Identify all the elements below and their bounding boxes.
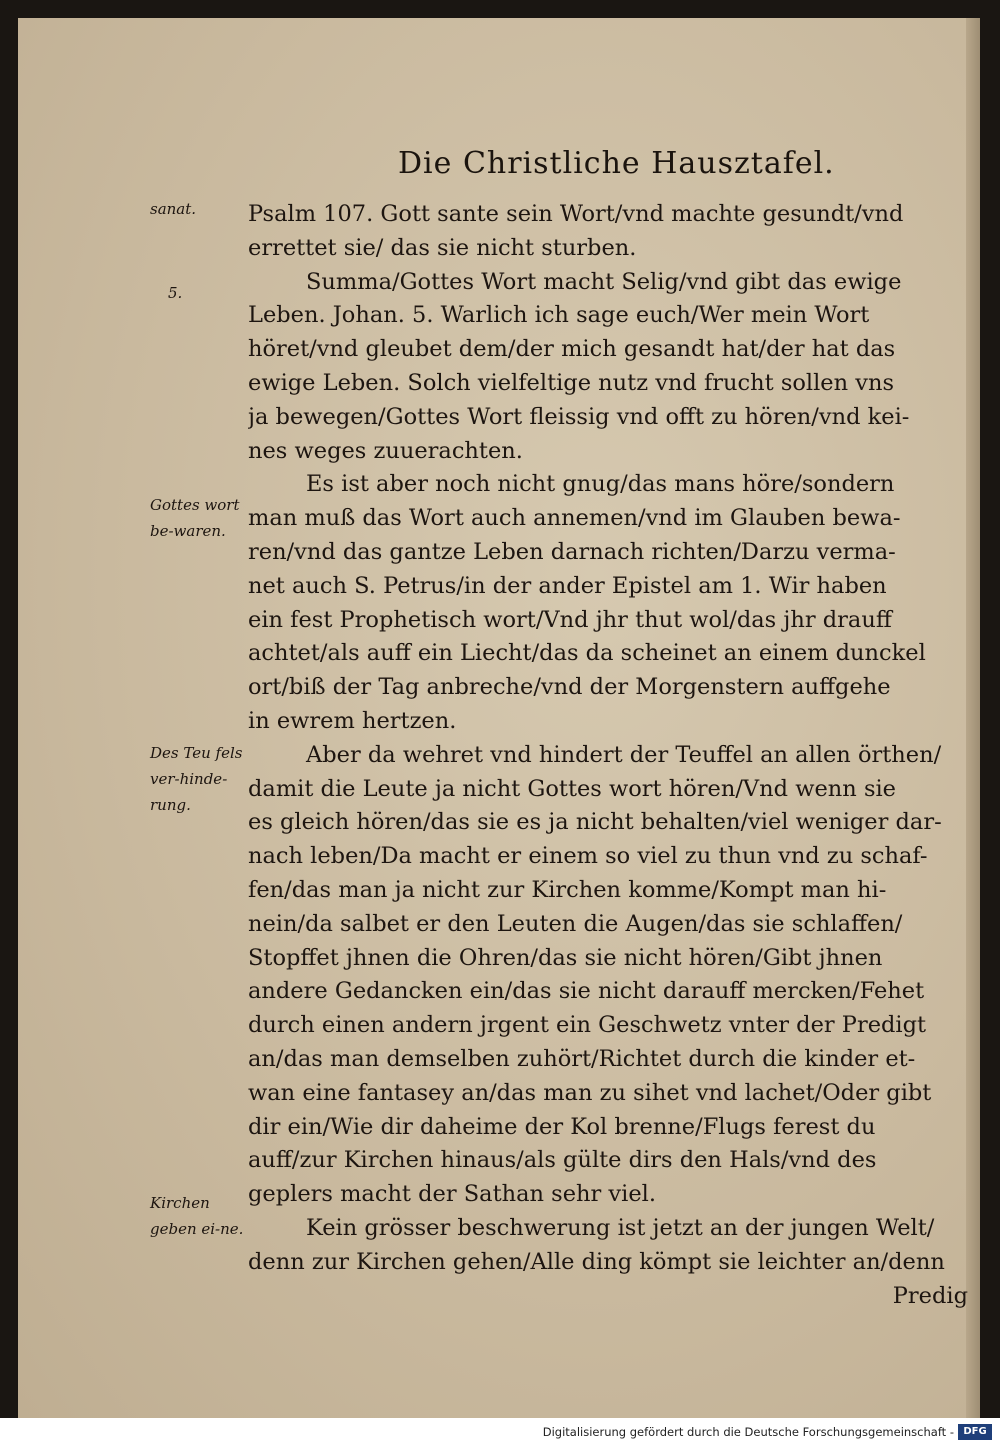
text-line: geplers macht der Sathan sehr viel. <box>248 1181 656 1208</box>
dfg-logo: DFG <box>958 1424 992 1440</box>
text-line: Kein grösser beschwerung ist jetzt an der jungen Welt/ <box>306 1214 935 1241</box>
text-line: durch einen andern jrgent ein Geschwetz vnter der Predigt <box>248 1012 927 1039</box>
text-line: damit die Leute ja nicht Gottes wort hören/Vnd wenn sie <box>248 775 896 802</box>
text-line: net auch S. Petrus/in der ander Epistel am 1. Wir haben <box>248 572 887 599</box>
text-line: Es ist aber noch nicht gnug/das mans höre/sondern <box>306 471 895 498</box>
text-line: andere Gedancken ein/das sie nicht darauff mercken/Fehet <box>248 978 925 1005</box>
text-line: Summa/Gottes Wort macht Selig/vnd gibt das ewige <box>306 268 902 295</box>
running-head: Die Christliche Hausztafel. <box>398 146 835 181</box>
text-line: es gleich hören/das sie es ja nicht behalten/viel weniger dar- <box>248 809 942 836</box>
margin-note: Des Teu fels ver-hinde-rung. <box>150 744 243 814</box>
text-line: nein/da salbet er den Leuten die Augen/das sie schlaffen/ <box>248 910 903 937</box>
text-line: nes weges zuuerachten. <box>248 437 523 464</box>
text-line: in ewrem hertzen. <box>248 707 457 734</box>
margin-note: sanat. <box>150 200 197 218</box>
text-line: Leben. Johan. 5. Warlich ich sage euch/Wer mein Wort <box>248 302 870 329</box>
page-edge <box>966 18 980 1418</box>
text-line: Aber da wehret vnd hindert der Teuffel an allen örthen/ <box>306 741 942 768</box>
catchword: Predig <box>892 1282 968 1309</box>
text-line: Stopffet jhnen die Ohren/das sie nicht hören/Gibt jhnen <box>248 944 883 971</box>
text-line: Psalm 107. Gott sante sein Wort/vnd machte gesundt/vnd <box>248 201 904 227</box>
text-line: dir ein/Wie dir daheime der Kol brenne/Flugs ferest du <box>248 1113 876 1140</box>
footer-bar <box>0 1418 1000 1444</box>
text-line: höret/vnd gleubet dem/der mich gesandt hat/der hat das <box>248 336 896 363</box>
text-line: ein fest Prophetisch wort/Vnd jhr thut wol/das jhr drauff <box>248 606 892 633</box>
footer-credit: Digitalisierung gefördert durch die Deutsche Forschungsgemeinschaft - <box>542 1425 954 1439</box>
text-line: ort/biß der Tag anbreche/vnd der Morgenstern auffgehe <box>248 674 891 701</box>
margin-note: Gottes wort be-waren. <box>150 496 240 540</box>
margin-note: 5. <box>168 284 183 302</box>
text-line: fen/das man ja nicht zur Kirchen komme/Kompt man hi- <box>248 876 887 903</box>
text-line: ewige Leben. Solch vielfeltige nutz vnd frucht sollen vns <box>248 369 895 396</box>
text-line: nach leben/Da macht er einem so viel zu thun vnd zu schaf- <box>248 843 928 870</box>
text-line: auff/zur Kirchen hinaus/als gülte dirs den Hals/vnd des <box>248 1147 877 1174</box>
text-line: denn zur Kirchen gehen/Alle ding kömpt sie leichter an/denn <box>248 1248 945 1275</box>
text-line: ja bewegen/Gottes Wort fleissig vnd offt zu hören/vnd kei- <box>248 403 910 430</box>
text-line: ren/vnd das gantze Leben darnach richten/Darzu verma- <box>248 538 896 565</box>
text-line: man muß das Wort auch annemen/vnd im Glauben bewa- <box>248 505 901 532</box>
body-text <box>248 198 968 1313</box>
margin-note: Kirchen geben ei-ne. <box>150 1194 244 1238</box>
text-line: errettet sie/ das sie nicht sturben. <box>248 234 637 261</box>
scanned-page <box>18 18 980 1418</box>
text-line: achtet/als auff ein Liecht/das da scheinet an einem dunckel <box>248 640 926 667</box>
text-line: an/das man demselben zuhört/Richtet durch die kinder et- <box>248 1045 916 1072</box>
text-line: wan eine fantasey an/das man zu sihet vnd lachet/Oder gibt <box>248 1079 932 1106</box>
